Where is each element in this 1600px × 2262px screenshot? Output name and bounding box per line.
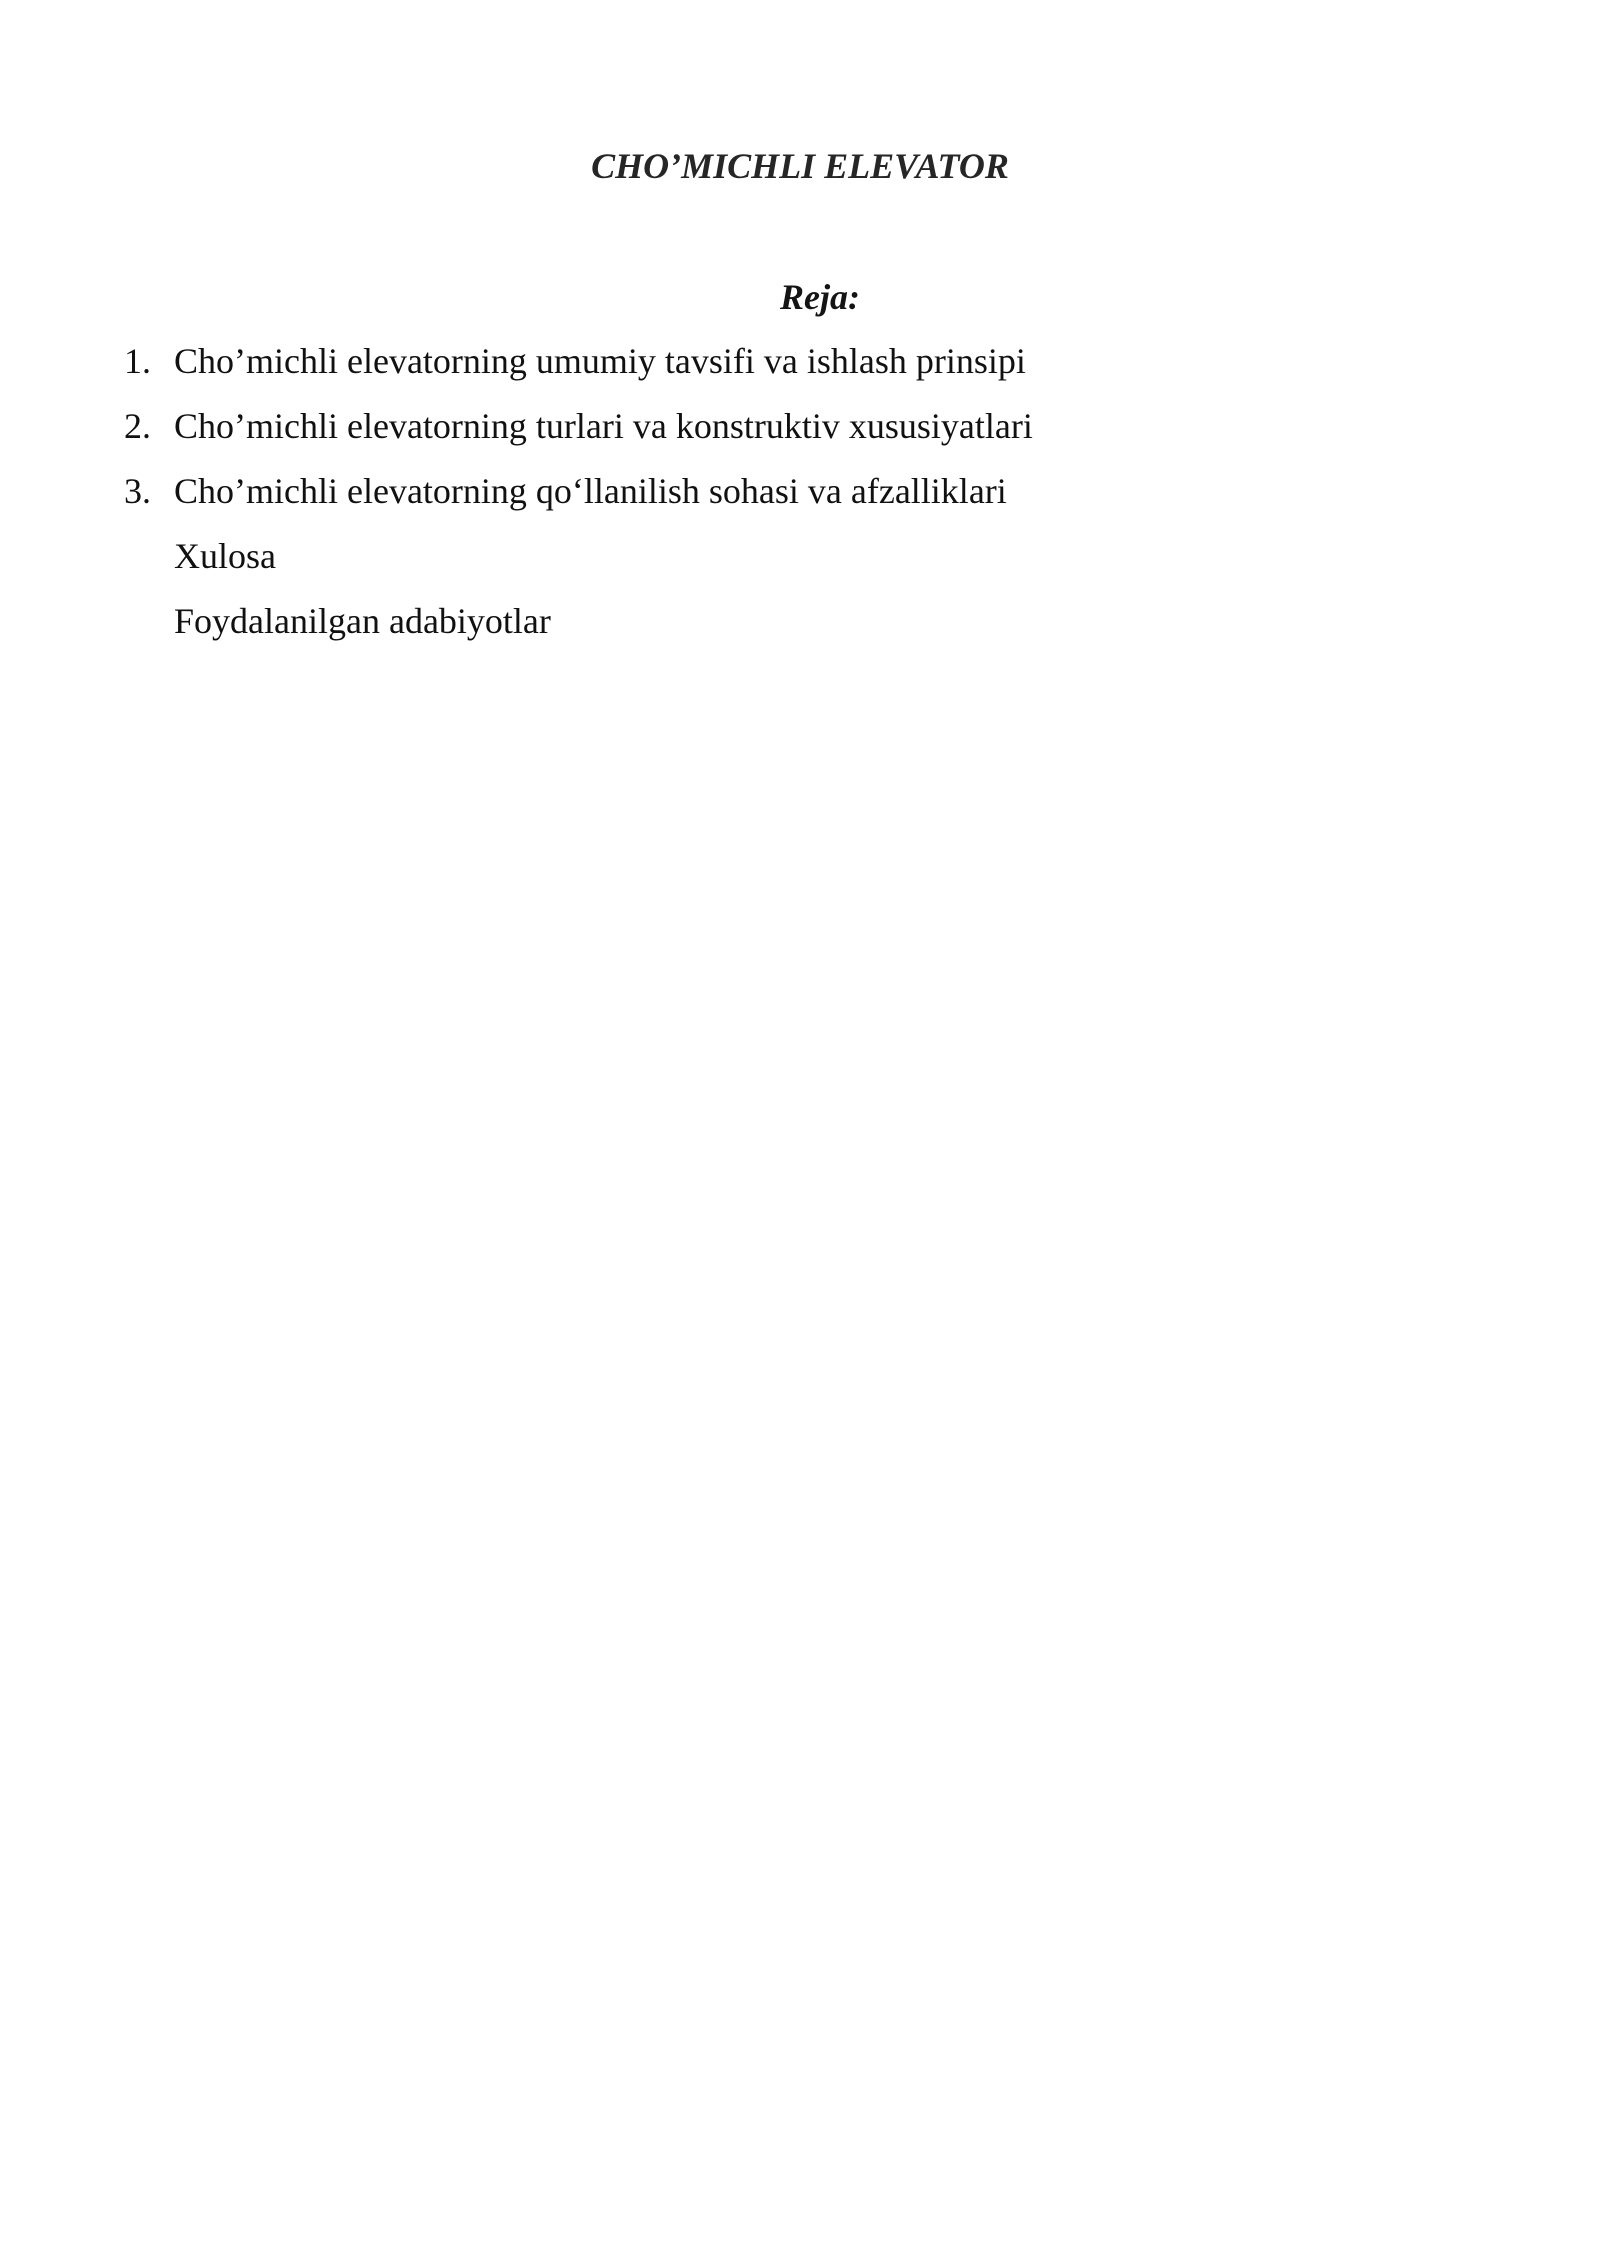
plan-item-text: Foydalanilgan adabiyotlar [174,601,551,641]
document-title: CHO’MICHLI ELEVATOR [591,146,1009,186]
plan-item [124,402,1424,467]
plan-item-text: Xulosa [174,536,276,576]
plan-item-text: Cho’michli elevatorning umumiy tavsifi va ishlash prinsipi [174,341,1026,381]
plan-item-number: 1. [124,341,151,381]
plan-item [124,337,1424,402]
plan-item-number: 3. [124,471,151,511]
plan-list [124,337,1424,662]
plan-heading: Reja: [780,277,860,317]
plan-item-number: 2. [124,406,151,446]
plan-item [124,467,1424,532]
plan-item [124,597,1424,662]
plan-item [124,532,1424,597]
plan-item-text: Cho’michli elevatorning qo‘llanilish sohasi va afzalliklari [174,471,1007,511]
plan-item-text: Cho’michli elevatorning turlari va konstruktiv xususiyatlari [174,406,1033,446]
